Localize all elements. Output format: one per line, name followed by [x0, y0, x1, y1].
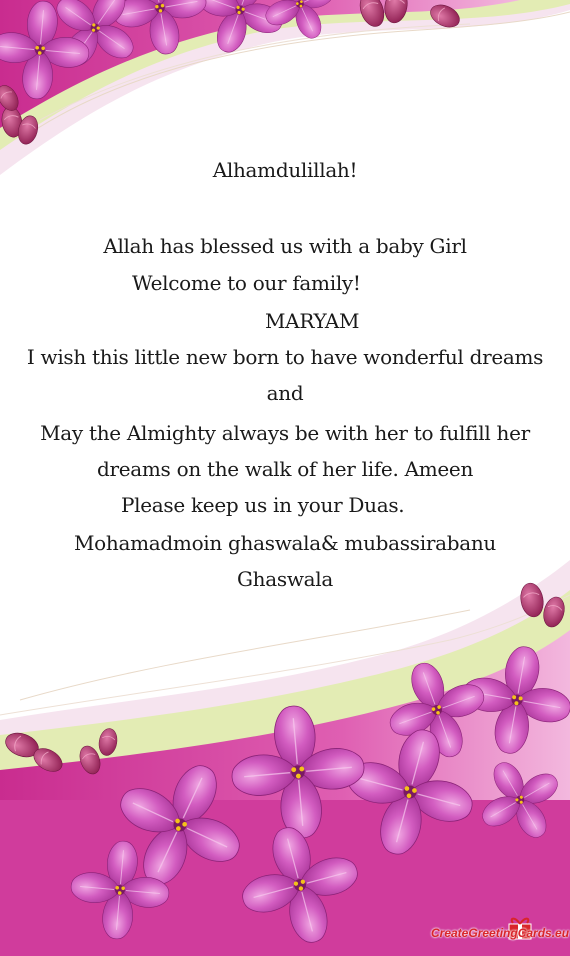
- greeting-line: Alhamdulillah!: [212, 158, 358, 182]
- baby-name: MARYAM: [265, 309, 360, 333]
- wish-line: I wish this little new born to have wonderful dreams: [26, 345, 544, 369]
- prayer-line: May the Almighty always be with her to fulfill her: [40, 421, 530, 445]
- wish-line-continued: and: [266, 381, 304, 405]
- duas-line: Please keep us in your Duas.: [121, 493, 405, 517]
- site-watermark[interactable]: [431, 914, 570, 950]
- welcome-line: Welcome to our family!: [132, 271, 361, 295]
- announcement-line: Allah has blessed us with a baby Girl: [103, 234, 467, 258]
- signature-line: Mohamadmoin ghaswala& mubassirabanu: [73, 531, 497, 555]
- signature-surname: Ghaswala: [236, 567, 333, 591]
- prayer-line-continued: dreams on the walk of her life. Ameen: [96, 457, 474, 481]
- watermark-text: CreateGreetingCards.eu: [431, 926, 570, 940]
